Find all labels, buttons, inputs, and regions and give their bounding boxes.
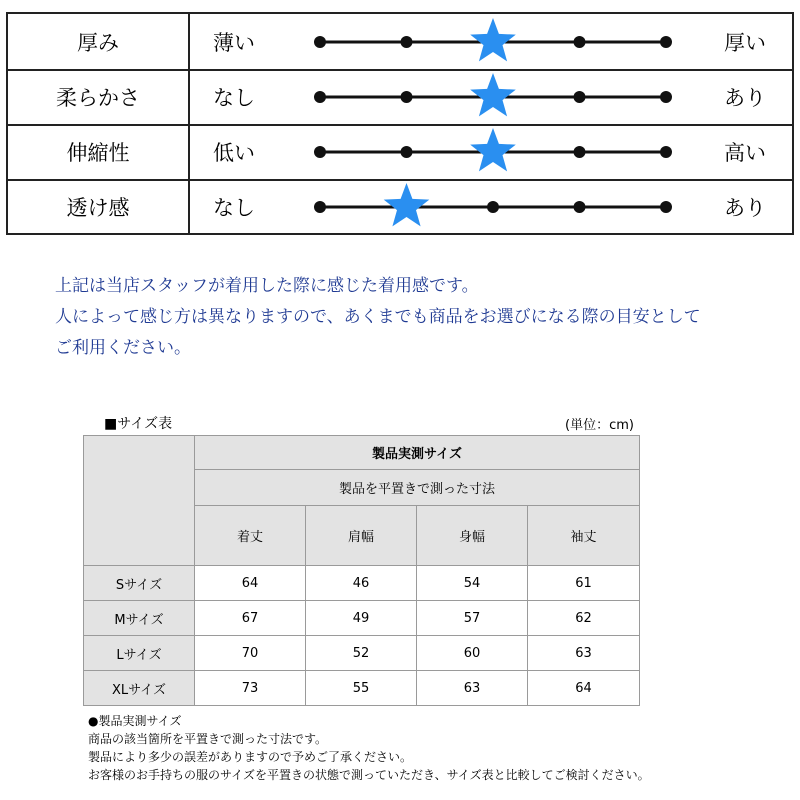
table-cell: 64	[195, 566, 306, 601]
note-line: 人によって感じ方は異なりますので、あくまでも商品をお選びになる際の目安として	[55, 307, 701, 327]
scale-dot	[574, 36, 586, 48]
footnote-line: お客様のお手持ちの服のサイズを平置きの状態で測っていただき、サイズ表と比較してご検討ください。	[88, 768, 650, 782]
table-cell: 73	[195, 671, 306, 706]
scale-dot	[574, 91, 586, 103]
feel-row-low-label: 低い	[213, 140, 255, 165]
feel-row-name: 柔らかさ	[56, 85, 140, 110]
footnote-line: 製品により多少の誤差がありますので予めご了承ください。	[88, 750, 413, 764]
scale-dot	[660, 91, 672, 103]
table-row	[84, 671, 640, 706]
feel-row-thickness	[8, 14, 792, 69]
table-row	[84, 566, 640, 601]
scale-dot	[314, 36, 326, 48]
table-row	[84, 601, 640, 636]
scale-dot	[401, 146, 413, 158]
row-header: Lサイズ	[84, 636, 195, 671]
table-cell: 63	[417, 671, 528, 706]
scale-dot	[660, 201, 672, 213]
feel-scale	[308, 69, 678, 124]
table-cell: 64	[528, 671, 640, 706]
scale-dot	[487, 201, 499, 213]
table-cell: 61	[528, 566, 640, 601]
scale-dot	[401, 36, 413, 48]
note-line: ご利用ください。	[55, 338, 191, 358]
table-cell: 55	[306, 671, 417, 706]
divider	[188, 69, 190, 124]
table-cell: 62	[528, 601, 640, 636]
feel-table	[6, 12, 794, 235]
row-header: Mサイズ	[84, 601, 195, 636]
feel-row-high-label: 高い	[724, 140, 766, 165]
note-line: 上記は当店スタッフが着用した際に感じた着用感です。	[55, 276, 479, 296]
divider	[188, 14, 190, 69]
size-table-header-main: 製品実測サイズ	[195, 436, 640, 470]
divider	[188, 124, 190, 179]
table-cell: 54	[417, 566, 528, 601]
table-row	[84, 636, 640, 671]
feel-scale	[308, 179, 678, 234]
size-chart-title: ■サイズ表	[104, 416, 173, 432]
feel-row-low-label: 薄い	[213, 30, 255, 55]
feel-row-high-label: 厚い	[724, 30, 766, 55]
feel-scale	[308, 14, 678, 69]
feel-row-name: 厚み	[77, 30, 119, 55]
size-table-corner	[84, 436, 195, 566]
scale-dot	[574, 201, 586, 213]
feel-row-sheerness	[8, 179, 792, 234]
feel-row-stretch	[8, 124, 792, 179]
table-cell: 67	[195, 601, 306, 636]
scale-dot	[314, 91, 326, 103]
size-chart-unit: (単位：cm)	[565, 418, 634, 433]
size-table	[83, 435, 640, 706]
size-table-header-row	[84, 436, 640, 470]
fit-note	[55, 271, 701, 364]
table-cell: 49	[306, 601, 417, 636]
feel-scale	[308, 124, 678, 179]
feel-row-name: 伸縮性	[66, 140, 130, 165]
table-cell: 70	[195, 636, 306, 671]
scale-dot	[401, 91, 413, 103]
feel-row-low-label: なし	[213, 195, 255, 220]
table-cell: 57	[417, 601, 528, 636]
column-header: 袖丈	[528, 506, 640, 566]
scale-dot	[314, 146, 326, 158]
rating-star-icon	[384, 183, 430, 226]
feel-row-softness	[8, 69, 792, 124]
table-cell: 63	[528, 636, 640, 671]
feel-row-name: 透け感	[66, 195, 130, 220]
column-header: 身幅	[417, 506, 528, 566]
scale-dot	[660, 36, 672, 48]
column-header: 肩幅	[306, 506, 417, 566]
rating-star-icon	[470, 128, 516, 171]
table-cell: 46	[306, 566, 417, 601]
feel-row-low-label: なし	[213, 85, 255, 110]
rating-star-icon	[470, 18, 516, 61]
size-table-header-sub: 製品を平置きで測った寸法	[195, 470, 640, 506]
feel-row-high-label: あり	[724, 195, 766, 220]
size-footnote	[88, 712, 650, 784]
column-header: 着丈	[195, 506, 306, 566]
row-header: Sサイズ	[84, 566, 195, 601]
rating-star-icon	[470, 73, 516, 116]
scale-dot	[574, 146, 586, 158]
footnote-line: 商品の該当箇所を平置きで測った寸法です。	[88, 732, 328, 746]
table-cell: 52	[306, 636, 417, 671]
scale-dot	[660, 146, 672, 158]
scale-dot	[314, 201, 326, 213]
feel-row-high-label: あり	[724, 85, 766, 110]
footnote-line: ●製品実測サイズ	[88, 714, 182, 728]
row-header: XLサイズ	[84, 671, 195, 706]
table-cell: 60	[417, 636, 528, 671]
divider	[188, 179, 190, 234]
